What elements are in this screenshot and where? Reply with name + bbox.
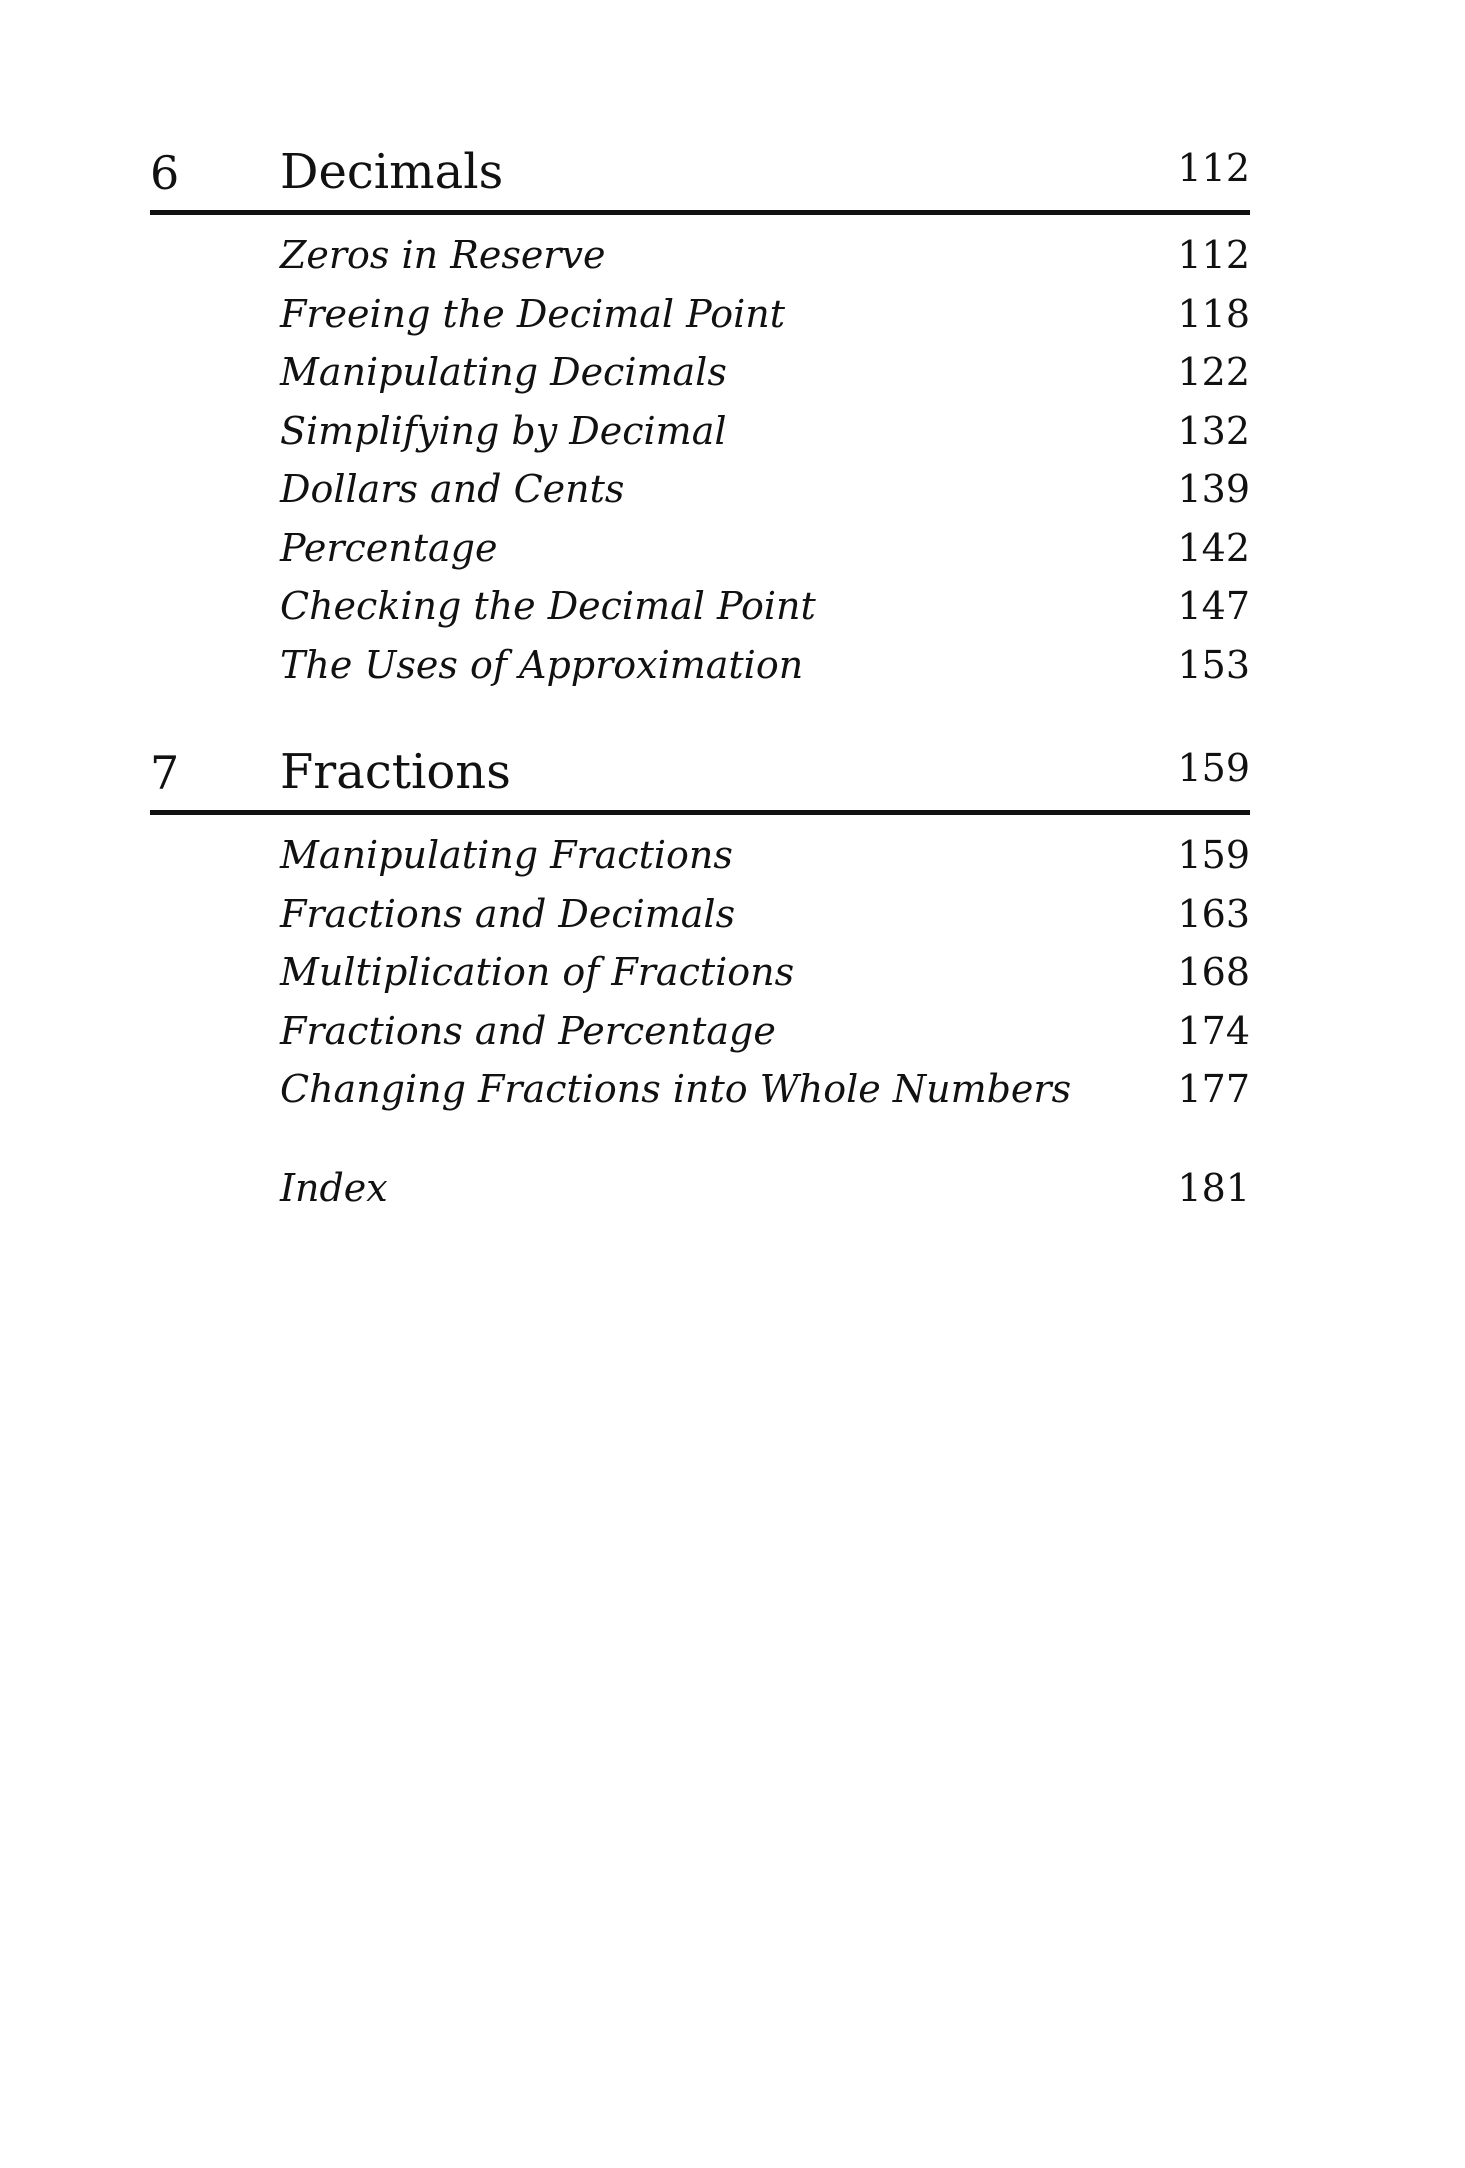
section-title: The Uses of Approximation [280, 642, 804, 687]
section-title: Checking the Decimal Point [280, 584, 816, 628]
section-page-number: 168 [1177, 950, 1250, 994]
section-entry [150, 578, 1250, 637]
section-entry [150, 344, 1250, 403]
section-title: Freeing the Decimal Point [280, 291, 785, 336]
section-page-number: 153 [1177, 642, 1250, 687]
index-title: Index [280, 1166, 388, 1210]
section-entry [150, 1003, 1250, 1062]
section-entry [150, 637, 1250, 696]
section-page-number: 174 [1177, 1008, 1250, 1053]
chapter-page-number: 159 [1177, 746, 1250, 790]
section-entry [150, 520, 1250, 579]
chapter-number: 6 [150, 146, 180, 200]
section-entry [150, 461, 1250, 520]
chapter-number: 7 [150, 746, 180, 800]
section-page-number: 147 [1177, 584, 1250, 628]
section-entry [150, 286, 1250, 345]
section-title: Zeros in Reserve [280, 233, 606, 277]
section-page-number: 132 [1177, 408, 1250, 453]
section-title: Multiplication of Fractions [280, 950, 795, 994]
section-page-number: 159 [1177, 833, 1250, 877]
chapter-heading [150, 140, 1250, 210]
chapter-page-number: 112 [1177, 146, 1250, 190]
section-title: Fractions and Percentage [280, 1008, 776, 1053]
section-entry [150, 403, 1250, 462]
chapter-title: Decimals [280, 144, 504, 200]
section-list [150, 227, 1250, 695]
chapter-6 [150, 140, 1250, 695]
section-entry [150, 1061, 1250, 1120]
section-title: Percentage [280, 525, 498, 570]
section-entry [150, 827, 1250, 886]
section-title: Manipulating Decimals [280, 350, 727, 394]
chapter-rule [150, 810, 1250, 815]
chapter-rule [150, 210, 1250, 215]
chapter-title: Fractions [280, 744, 511, 800]
section-page-number: 112 [1177, 233, 1250, 277]
section-page-number: 118 [1177, 291, 1250, 336]
index-page-number: 181 [1177, 1166, 1250, 1210]
section-page-number: 163 [1177, 891, 1250, 936]
section-page-number: 142 [1177, 525, 1250, 570]
section-title: Changing Fractions into Whole Numbers [280, 1067, 1072, 1111]
index-entry [150, 1160, 1250, 1220]
section-page-number: 122 [1177, 350, 1250, 394]
section-title: Simplifying by Decimal [280, 408, 727, 453]
section-entry [150, 227, 1250, 286]
section-list [150, 827, 1250, 1120]
section-title: Manipulating Fractions [280, 833, 733, 877]
section-page-number: 139 [1177, 467, 1250, 511]
section-entry [150, 944, 1250, 1003]
section-title: Dollars and Cents [280, 467, 625, 511]
chapter-heading [150, 740, 1250, 810]
chapter-7 [150, 740, 1250, 1120]
section-page-number: 177 [1177, 1067, 1250, 1111]
section-entry [150, 886, 1250, 945]
section-title: Fractions and Decimals [280, 891, 736, 936]
